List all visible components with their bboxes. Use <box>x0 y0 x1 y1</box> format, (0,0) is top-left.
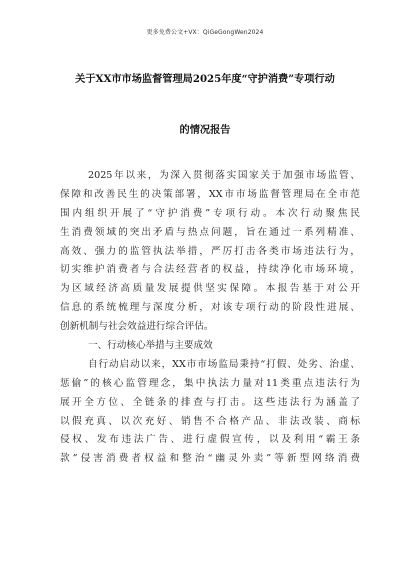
paragraph-2-line: 展开全方位、全链条的排查与打击。这些违法行为涵盖了 <box>60 396 360 408</box>
paragraph-1-line: 2025年以来，为深入贯彻落实国家关于加强市场监管、 <box>88 170 360 181</box>
paragraph-1-line: 高效、强力的监管执法举措，严厉打击各类市场违法行为， <box>60 245 360 257</box>
paragraph-1-line: 切实维护消费者与合法经营者的权益，持续净化市场环境， <box>60 264 360 276</box>
paragraph-2-line: 以假充真、以次充好、销售不合格产品、非法改装、商标 <box>60 415 360 427</box>
paragraph-1-line: 保障和改善民生的决策部署，XX市市场监督管理局在全市范 <box>60 188 360 200</box>
paragraph-1-line: 创新机制与社会效益进行综合评估。 <box>60 321 214 333</box>
paragraph-2-line: 惩偷”的核心监管理念，集中执法力量对11类重点违法行为 <box>60 377 360 389</box>
paragraph-1-line: 围内组织开展了“守护消费”专项行动。本次行动聚焦民 <box>60 207 360 219</box>
paragraph-2-line: 侵权、发布违法广告、进行虚假宣传，以及利用“霸王条 <box>60 434 360 446</box>
header-note: 更多免费公文+VX：QiGeGongWen2024 <box>146 29 264 36</box>
report-title-line-1: 关于XX市市场监督管理局2025年度“守护消费”专项行动 <box>75 73 335 85</box>
paragraph-1-line: 信息的系统梳理与深度分析，对该专项行动的阶段性进展、 <box>60 302 360 314</box>
paragraph-1-line: 生消费领域的突出矛盾与热点问题，旨在通过一系列精准、 <box>60 226 360 238</box>
paragraph-1-line: 为区域经济高质量发展提供坚实保障。本报告基于对公开 <box>60 283 360 295</box>
paragraph-2-line: 自行动启动以来，XX市市场监局秉持“打假、处劣、治虚、 <box>88 358 360 370</box>
report-body <box>60 167 360 469</box>
paragraph-2-line: 款”侵害消费者权益和整治“幽灵外卖”等新型网络消费 <box>60 453 360 465</box>
report-title-line-2: 的情况报告 <box>179 124 231 136</box>
section-heading: 一、行动核心举措与主要成效 <box>88 340 213 352</box>
